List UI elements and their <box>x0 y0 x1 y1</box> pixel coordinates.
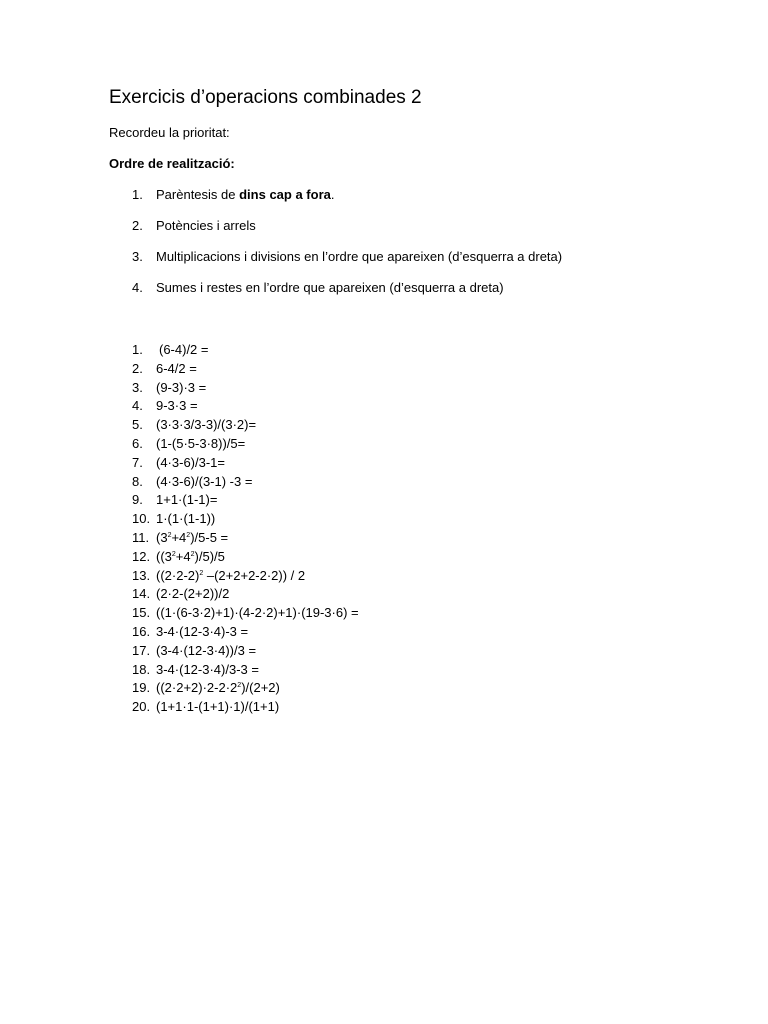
exercise-expression: (1+1·1-(1+1)·1)/(1+1) <box>156 699 280 715</box>
rule-text-part: Parèntesis de <box>156 187 240 202</box>
expr-part: ((2·2-2) <box>156 567 200 583</box>
exercise-list <box>0 341 768 717</box>
exercise-item <box>0 548 768 567</box>
exercise-item <box>0 661 768 680</box>
rule-number: 2. <box>132 218 143 233</box>
exercise-expression: 1+1·(1-1)= <box>156 492 218 508</box>
exponent: 2 <box>237 682 242 690</box>
exercise-item <box>0 567 768 586</box>
exercise-expression <box>156 679 280 697</box>
exercise-expression: ((1·(6-3·2)+1)·(4-2·2)+1)·(19-3·6) = <box>156 605 359 621</box>
exercise-item <box>0 529 768 548</box>
exercise-number: 14. <box>132 586 151 602</box>
exponent: 2 <box>199 569 204 577</box>
exercise-expression: 6-4/2 = <box>156 360 197 376</box>
expr-part: ((2·2+2)·2-2·2 <box>156 680 238 696</box>
exercise-expression: (3-4·(12-3·4))/3 = <box>156 642 257 658</box>
exercise-item <box>0 698 768 717</box>
exercise-expression: (6-4)/2 = <box>159 342 209 357</box>
exercise-expression: (3·3·3/3-3)/(3·2)= <box>156 417 257 433</box>
exercise-number: 18. <box>132 661 151 677</box>
exercise-item <box>0 491 768 510</box>
exercise-number: 20. <box>132 699 151 715</box>
exercise-number: 4. <box>132 398 143 414</box>
exercise-expression: 1·(1·(1-1)) <box>156 511 216 527</box>
exercise-number: 12. <box>132 548 151 564</box>
rule-number: 4. <box>132 280 143 295</box>
exponent: 2 <box>171 550 176 558</box>
exercise-expression: 3-4·(12-3·4)-3 = <box>156 623 249 639</box>
exercise-item <box>0 416 768 435</box>
exercise-number: 6. <box>132 435 143 451</box>
exercise-number: 19. <box>132 680 151 696</box>
exercise-expression: 3-4·(12-3·4)/3-3 = <box>156 661 259 677</box>
exercise-expression: (4·3-6)/3-1= <box>156 454 225 470</box>
rule-text-part: . <box>330 187 335 202</box>
exercise-number: 3. <box>132 379 143 395</box>
exponent: 2 <box>167 531 172 539</box>
order-heading: Ordre de realització: <box>109 156 235 171</box>
exercise-number: 17. <box>132 642 151 658</box>
exponent: 2 <box>186 531 191 539</box>
exercise-item <box>0 397 768 416</box>
exercise-number: 8. <box>132 473 143 489</box>
exercise-expression: (9-3)·3 = <box>156 379 207 395</box>
exercise-expression <box>156 529 228 547</box>
exercise-item <box>0 623 768 642</box>
expr-part: +4 <box>171 529 187 545</box>
exercise-number: 16. <box>132 623 151 639</box>
exercise-expression: 9-3·3 = <box>156 398 198 414</box>
exercise-number: 10. <box>132 511 151 527</box>
exercise-expression <box>156 548 225 566</box>
exercise-expression: (2·2-(2+2))/2 <box>156 586 230 602</box>
exercise-number: 13. <box>132 567 151 583</box>
expr-part: )/5-5 = <box>190 529 229 545</box>
exercise-item <box>0 341 768 360</box>
rule-text: Multiplicacions i divisions en l’ordre que apareixen (d’esquerra a dreta) <box>156 249 563 264</box>
rule-text-bold: dins cap a fora <box>239 187 331 202</box>
exercise-expression: (1-(5·5-3·8))/5= <box>156 435 246 451</box>
expr-part: )/5)/5 <box>194 548 225 564</box>
expr-part: )/(2+2) <box>241 680 280 696</box>
exercise-number: 1. <box>132 342 143 357</box>
exercise-number: 7. <box>132 454 143 470</box>
exercise-item <box>0 435 768 454</box>
document-title: Exercicis d’operacions combinades 2 <box>109 87 422 108</box>
rule-text: Potències i arrels <box>156 218 256 233</box>
exercise-number: 9. <box>132 492 143 508</box>
exercise-item <box>0 473 768 492</box>
exponent: 2 <box>190 550 195 558</box>
expr-part: –(2+2+2-2·2)) / 2 <box>203 567 306 583</box>
intro-text: Recordeu la prioritat: <box>109 125 230 140</box>
rule-text <box>156 186 334 204</box>
exercise-item <box>0 454 768 473</box>
rule-number: 1. <box>132 187 143 202</box>
rule-number: 3. <box>132 249 143 264</box>
exercise-expression <box>156 567 305 585</box>
exercise-item <box>0 642 768 661</box>
expr-part: +4 <box>175 548 191 564</box>
exercise-item <box>0 360 768 379</box>
exercise-item <box>0 510 768 529</box>
exercise-number: 15. <box>132 605 151 621</box>
exercise-item <box>0 679 768 698</box>
exercise-expression: (4·3-6)/(3-1) -3 = <box>156 473 253 489</box>
rule-text: Sumes i restes en l’ordre que apareixen (d’esquerra a dreta) <box>156 280 504 295</box>
exercise-item <box>0 585 768 604</box>
exercise-number: 5. <box>132 417 143 433</box>
exercise-number: 11. <box>132 529 150 545</box>
exercise-item <box>0 604 768 623</box>
expr-part: ((3 <box>156 548 172 564</box>
expr-part: (3 <box>156 529 168 545</box>
exercise-item <box>0 379 768 398</box>
exercise-number: 2. <box>132 360 143 376</box>
